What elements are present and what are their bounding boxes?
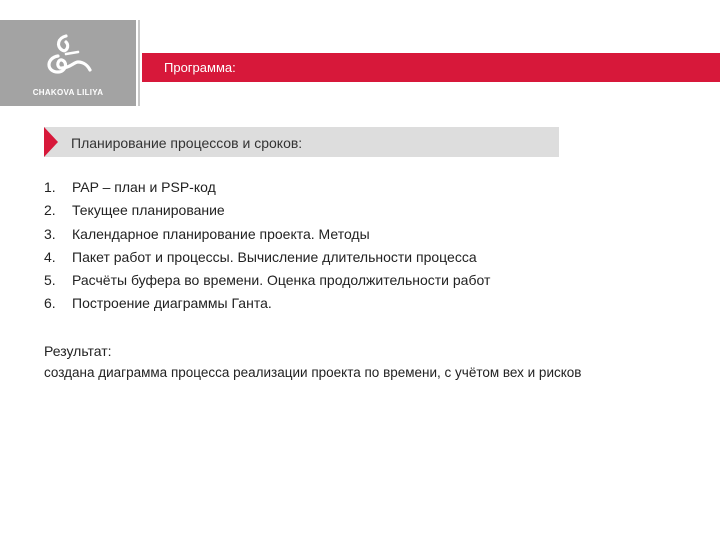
- list-item: [44, 248, 490, 271]
- section-bar: [44, 127, 559, 157]
- result-text: создана диаграмма процесса реализации проекта по времени, с учётом вех и рисков: [44, 365, 582, 380]
- list-item-text: Текущее планирование: [72, 202, 225, 219]
- list-item-text: Пакет работ и процессы. Вычисление длительности процесса: [72, 248, 477, 265]
- list-item-number: 2.: [44, 202, 56, 219]
- header-bar: [142, 53, 720, 82]
- list-item: [44, 178, 490, 201]
- list-item: [44, 294, 490, 317]
- logo-brand-text: CHAKOVA LILIYA: [32, 88, 104, 97]
- list-item-text: Календарное планирование проекта. Методы: [72, 225, 370, 242]
- list-item-text: Построение диаграммы Ганта.: [72, 295, 272, 312]
- list-item: [44, 201, 490, 224]
- list-item-number: 6.: [44, 295, 56, 312]
- calligraphic-monogram-icon: [44, 32, 92, 78]
- program-list: [44, 178, 490, 318]
- list-item: [44, 271, 490, 294]
- list-item-number: 5.: [44, 272, 56, 289]
- logo-divider: [138, 20, 140, 106]
- result-title: Результат:: [44, 343, 112, 359]
- list-item-number: 4.: [44, 248, 56, 265]
- header-title: Программа:: [164, 60, 236, 75]
- logo-box: [0, 20, 136, 106]
- list-item-text: PAP – план и PSP-код: [72, 179, 216, 195]
- section-title: Планирование процессов и сроков:: [71, 135, 303, 151]
- list-item-number: 1.: [44, 179, 56, 195]
- section-arrow-icon: [44, 127, 58, 157]
- list-item-text: Расчёты буфера во времени. Оценка продолжительности работ: [72, 272, 491, 289]
- list-item-number: 3.: [44, 225, 56, 242]
- list-item: [44, 225, 490, 248]
